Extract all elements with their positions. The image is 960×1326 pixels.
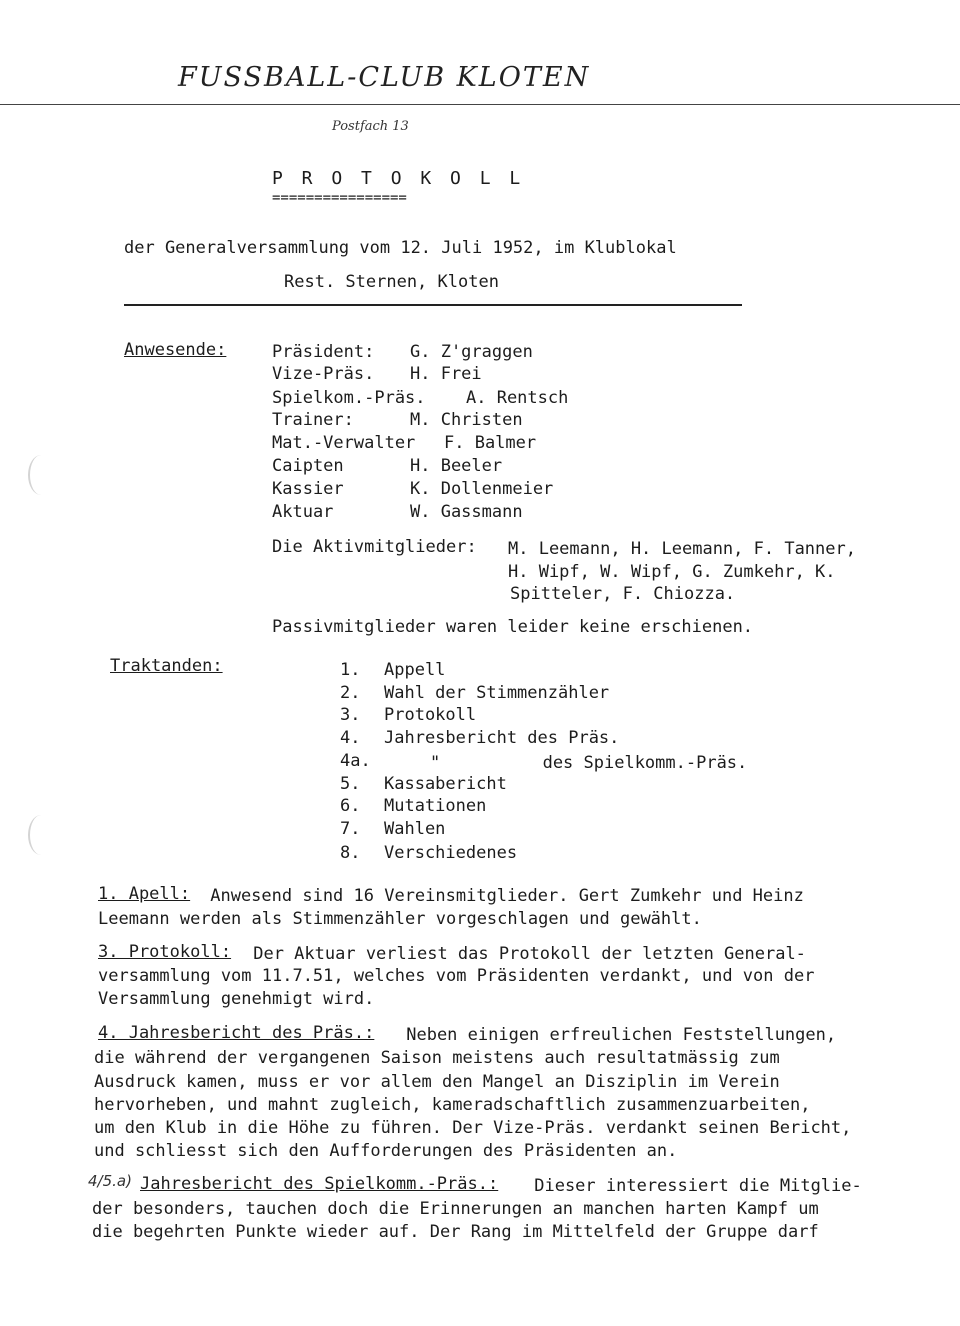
- subtitle-line1: der Generalversammlung vom 12. Juli 1952, im Klublokal: [124, 238, 677, 258]
- attendees-label: Anwesende:: [124, 340, 227, 360]
- agenda-item-number: 4.: [340, 728, 361, 748]
- active-members-line: M. Leemann, H. Leemann, F. Tanner,: [508, 539, 856, 559]
- attendee-role: Mat.-Verwalter: [272, 433, 416, 453]
- attendee-role: Trainer:: [272, 410, 354, 430]
- scan-artifact: [28, 815, 54, 855]
- agenda-item-number: 7.: [340, 819, 361, 839]
- attendee-role: Spielkom.-Präs.: [272, 388, 426, 408]
- section-line: Der Aktuar verliest das Protokoll der letzten General-: [243, 944, 806, 964]
- active-members-line: H. Wipf, W. Wipf, G. Zumkehr, K.: [508, 562, 836, 582]
- agenda-item-number: 1.: [340, 660, 361, 680]
- section-line: Leemann werden als Stimmenzähler vorgeschlagen und gewählt.: [98, 909, 702, 929]
- passive-members-note: Passivmitglieder waren leider keine erschienen.: [272, 617, 754, 637]
- section-heading: 3. Protokoll:: [98, 942, 232, 962]
- agenda-item-text: Wahlen: [384, 819, 446, 839]
- section-line: Ausdruck kamen, muss er vor allem den Mangel an Disziplin im Verein: [94, 1072, 780, 1092]
- section-line: versammlung vom 11.7.51, welches vom Präsidenten verdankt, und von der: [98, 966, 815, 986]
- agenda-item-number: 6.: [340, 796, 361, 816]
- agenda-item-number: 3.: [340, 705, 361, 725]
- section-line: die während der vergangenen Saison meistens auch resultatmässig zum: [94, 1048, 780, 1068]
- attendee-name: F. Balmer: [444, 433, 537, 453]
- attendee-name: H. Frei: [410, 364, 482, 384]
- section-heading: Jahresbericht des Spielkomm.-Präs.:: [140, 1174, 499, 1194]
- subtitle-rule: [124, 304, 742, 306]
- document-title: P R O T O K O L L: [272, 168, 525, 189]
- agenda-item-number: 5.: [340, 774, 361, 794]
- agenda-item-number: 2.: [340, 683, 361, 703]
- section-line: Anwesend sind 16 Vereinsmitglieder. Gert Zumkehr und Heinz: [200, 886, 804, 906]
- section-line: Versammlung genehmigt wird.: [98, 989, 375, 1009]
- attendee-name: H. Beeler: [410, 456, 503, 476]
- attendee-name: W. Gassmann: [410, 502, 523, 522]
- attendee-name: M. Christen: [410, 410, 523, 430]
- section-line: die begehrten Punkte wieder auf. Der Rang im Mittelfeld der Gruppe darf: [92, 1222, 819, 1242]
- handwritten-correction: 4/5.a): [88, 1172, 132, 1190]
- attendee-role: Vize-Präs.: [272, 364, 375, 384]
- attendee-role: Kassier: [272, 479, 344, 499]
- active-members-line: Spitteler, F. Chiozza.: [510, 584, 736, 604]
- agenda-item-number: 4a.: [340, 751, 371, 771]
- agenda-item-text: Mutationen: [384, 796, 487, 816]
- title-underline: ================: [272, 190, 407, 206]
- agenda-item-text: " des Spielkomm.-Präs.: [430, 753, 748, 773]
- attendee-role: Caipten: [272, 456, 344, 476]
- agenda-item-text: Verschiedenes: [384, 843, 518, 863]
- agenda-label: Traktanden:: [110, 656, 223, 676]
- active-members-label: Die Aktivmitglieder:: [272, 537, 477, 557]
- agenda-item-text: Jahresbericht des Präs.: [384, 728, 620, 748]
- attendee-role: Aktuar: [272, 502, 334, 522]
- section-line: Neben einigen erfreulichen Feststellungen,: [396, 1025, 837, 1045]
- section-heading: 4. Jahresbericht des Präs.:: [98, 1023, 375, 1043]
- club-letterhead: FUSSBALL-CLUB KLOTEN: [178, 62, 591, 93]
- agenda-item-text: Protokoll: [384, 705, 477, 725]
- agenda-item-text: Appell: [384, 660, 446, 680]
- section-line: und schliesst sich den Aufforderungen des Präsidenten an.: [94, 1141, 678, 1161]
- letterhead-rule: [0, 104, 960, 105]
- postfach-line: Postfach 13: [332, 119, 409, 134]
- attendee-name: A. Rentsch: [466, 388, 569, 408]
- subtitle-line2: Rest. Sternen, Kloten: [284, 272, 499, 292]
- section-line: hervorheben, und mahnt zugleich, kameradschaftlich zusammenzuarbeiten,: [94, 1095, 811, 1115]
- scan-artifact: [28, 455, 54, 495]
- attendee-name: K. Dollenmeier: [410, 479, 554, 499]
- agenda-item-text: Kassabericht: [384, 774, 507, 794]
- section-heading: 1. Apell:: [98, 884, 191, 904]
- agenda-item-text: Wahl der Stimmenzähler: [384, 683, 610, 703]
- section-line: um den Klub in die Höhe zu führen. Der Vize-Präs. verdankt seinen Bericht,: [94, 1118, 852, 1138]
- attendee-role: Präsident:: [272, 342, 375, 362]
- attendee-name: G. Z'graggen: [410, 342, 533, 362]
- section-line: Dieser interessiert die Mitglie-: [524, 1176, 862, 1196]
- section-line: der besonders, tauchen doch die Erinnerungen an manchen harten Kampf um: [92, 1199, 819, 1219]
- agenda-item-number: 8.: [340, 843, 361, 863]
